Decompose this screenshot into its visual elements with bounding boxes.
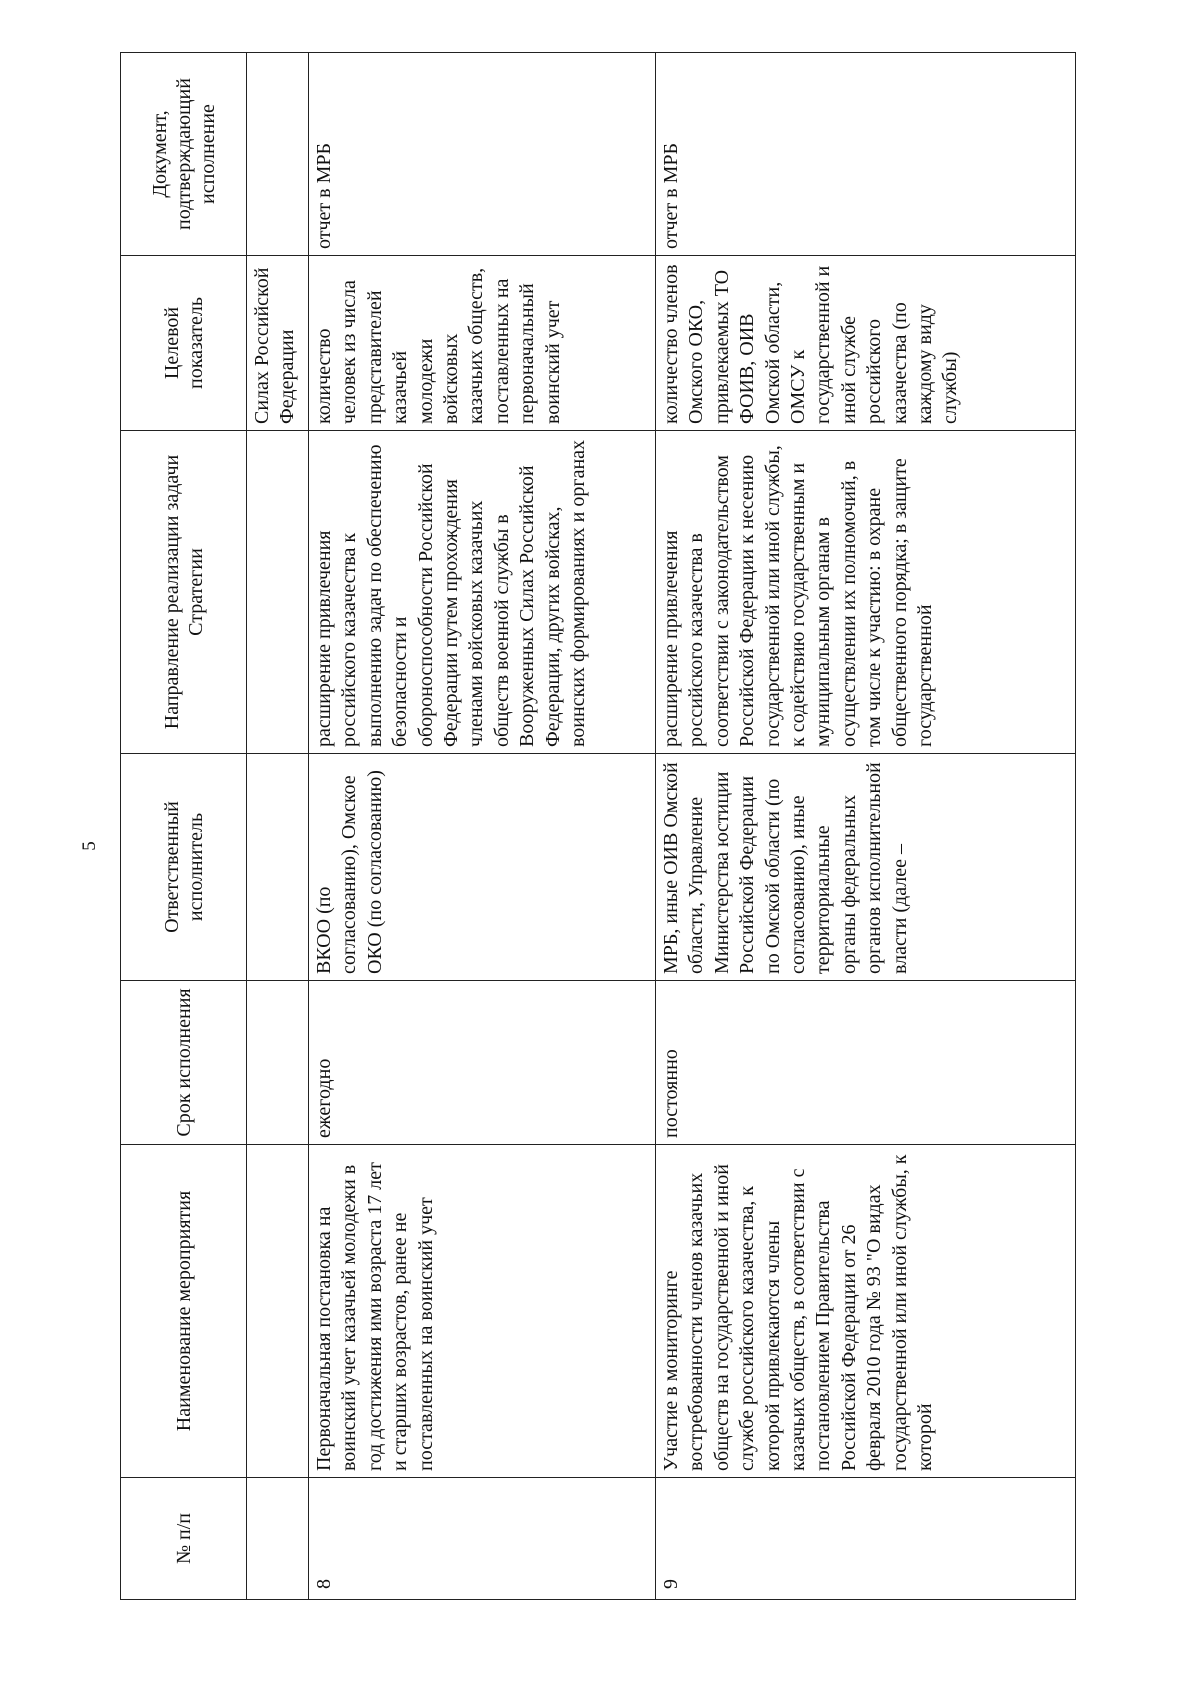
- table-cell: [247, 754, 309, 981]
- table-cell: [247, 53, 309, 256]
- header-direction: Направление реализации задачи Стратегии: [121, 431, 247, 754]
- table-cell: ежегодно: [309, 981, 656, 1145]
- table-cell: постоянно: [656, 981, 1076, 1145]
- header-document: Документ, подтверждающий исполнение: [121, 53, 247, 256]
- table-cell: Силах Российской Федерации: [247, 256, 309, 431]
- table-cell: отчет в МРБ: [309, 53, 656, 256]
- table-cell: Первоначальная постановка на воинский учет казачьей молодежи в год достижения ими возраста 17 лет и старших возрастов, ранее не поставленных на воинский учет: [309, 1145, 656, 1478]
- table-row: [656, 53, 1076, 1600]
- table-cell-number: 8: [309, 1478, 656, 1600]
- table-cell: [247, 1145, 309, 1478]
- table-row: [309, 53, 656, 1600]
- measures-table: [120, 52, 1076, 1600]
- table-cell: МРБ, иные ОИВ Омской области, Управление Министерства юстиции Российской Федерации по Омской области (по согласованию), иные территориальные органы федеральных органов исполнительной власти (далее –: [656, 754, 1076, 981]
- header-executor: Ответственный исполнитель: [121, 754, 247, 981]
- table-cell: количество человек из числа представителей казачьей молодежи войсковых казачьих обществ, поставленных на первоначальный воинский учет: [309, 256, 656, 431]
- table-cell: отчет в МРБ: [656, 53, 1076, 256]
- page-number: 5: [79, 841, 100, 851]
- header-target: Целевой показатель: [121, 256, 247, 431]
- table-row-carryover: [247, 53, 309, 1600]
- table-cell: ВКОО (по согласованию), Омское ОКО (по согласованию): [309, 754, 656, 981]
- header-deadline: Срок исполнения: [121, 981, 247, 1145]
- table-cell: [247, 1478, 309, 1600]
- table-cell: Участие в мониторинге востребованности членов казачьих обществ на государственной и иной службе российского казачества, к которой привлекаются члены казачьих обществ, в соответствии с постановлением Правительства Российской Федерации от 26 февраля 2010 года № 93 "О видах государственной или иной службы, к которой: [656, 1145, 1076, 1478]
- table-cell: расширение привлечения российского казачества к выполнению задач по обеспечению безопасности и обороноспособности Российской Федерации путем прохождения членами войсковых казачьих обществ военной службы в Вооруженных Силах Российской Федерации, других войсках, воинских формированиях и органах: [309, 431, 656, 754]
- table-cell-number: 9: [656, 1478, 1076, 1600]
- table-cell: количество членов Омского ОКО, привлекаемых ТО ФОИВ, ОИВ Омской области, ОМСУ к государственной и иной службе российского казачества (по каждому виду службы): [656, 256, 1076, 431]
- rotated-table-container: [120, 53, 1075, 1600]
- table-cell: расширение привлечения российского казачества в соответствии с законодательством Российской Федерации к несению государственной или иной службы, к содействию государственным и муниципальным органам в осуществлении их полномочий, в том числе к участию: в охране общественного порядка; в защите государственной: [656, 431, 1076, 754]
- table-cell: [247, 981, 309, 1145]
- header-number: № п/п: [121, 1478, 247, 1600]
- table-cell: [247, 431, 309, 754]
- table-header-row: [121, 53, 247, 1600]
- header-name: Наименование мероприятия: [121, 1145, 247, 1478]
